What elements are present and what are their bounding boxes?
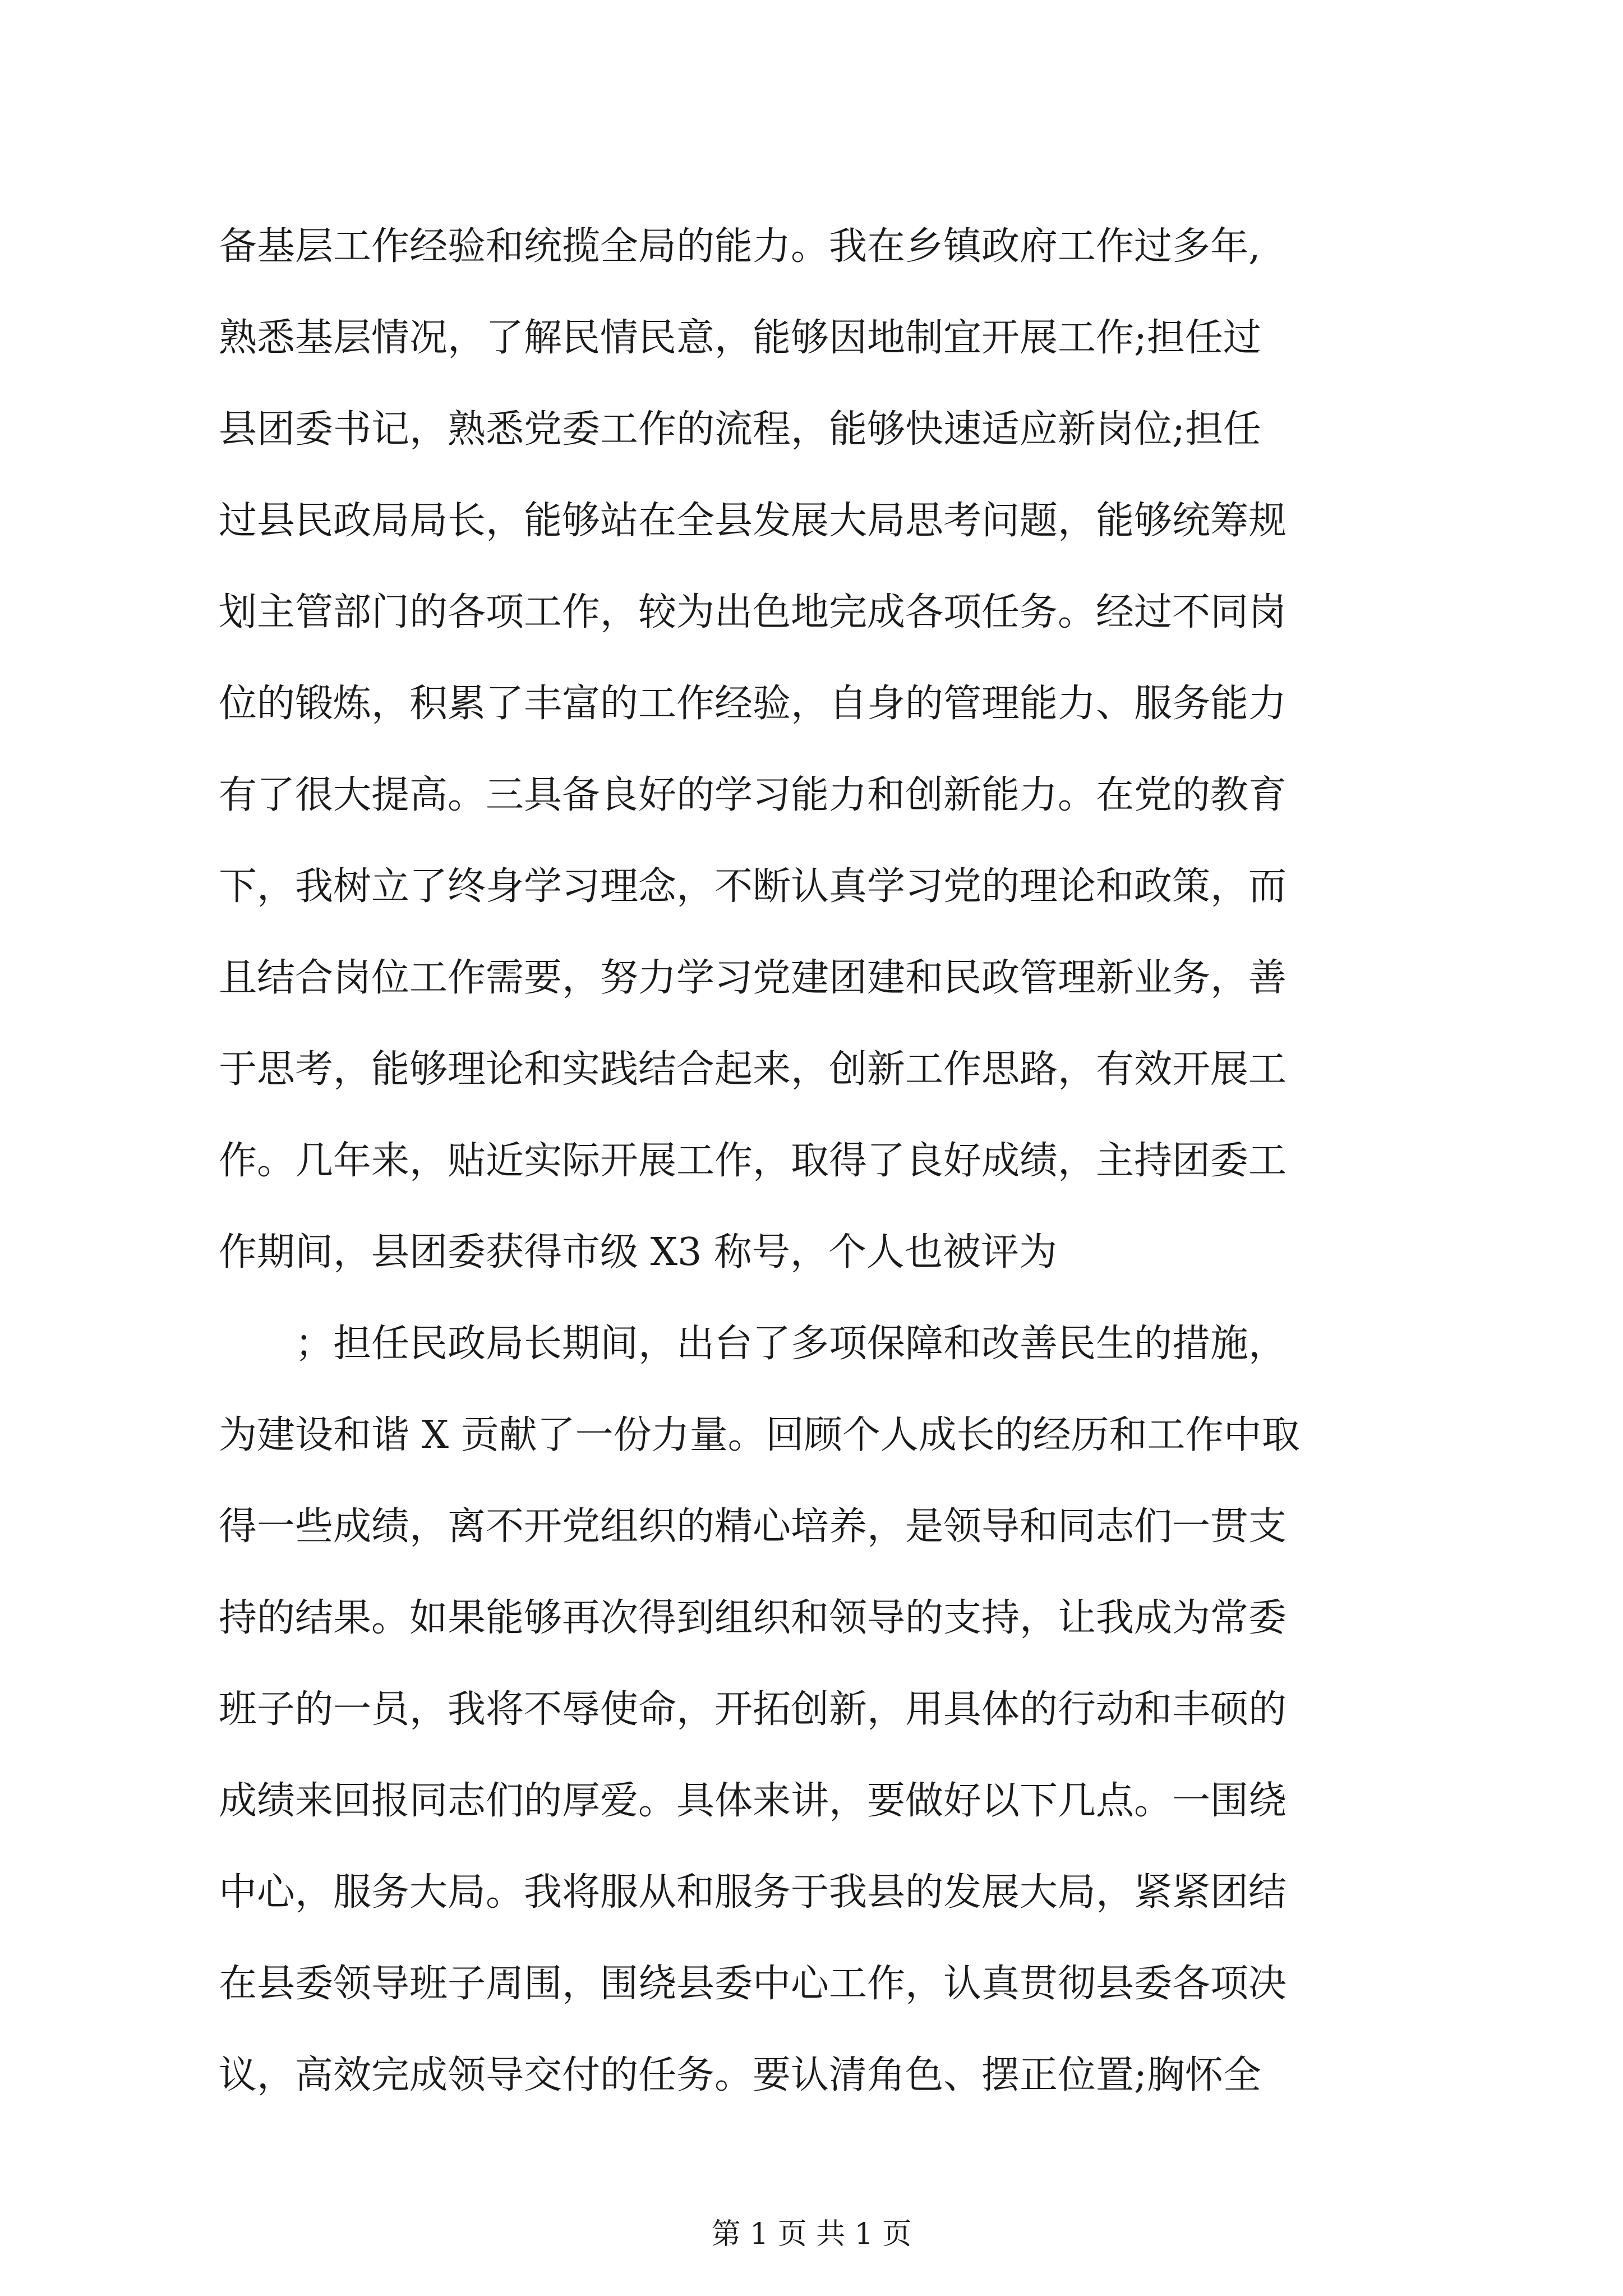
text-line: 议，高效完成领导交付的任务。要认清角色、摆正位置;胸怀全	[219, 2053, 1261, 2097]
text-line: 备基层工作经验和统揽全局的能力。我在乡镇政府工作过多年,	[219, 224, 1261, 269]
text-line: 作期间，县团委获得市级 X3 称号，个人也被评为	[219, 1230, 1057, 1274]
text-line: 为建设和谐 X 贡献了一份力量。回顾个人成长的经历和工作中取	[219, 1413, 1300, 1457]
text-line: 成绩来回报同志们的厚爱。具体来讲，要做好以下几点。一围绕	[219, 1779, 1287, 1823]
text-line: 且结合岗位工作需要，努力学习党建团建和民政管理新业务，善	[219, 956, 1287, 1000]
text-line: 班子的一员，我将不辱使命，开拓创新，用具体的行动和丰硕的	[219, 1687, 1287, 1732]
text-line: 作。几年来，贴近实际开展工作，取得了良好成绩，主持团委工	[219, 1139, 1287, 1183]
text-line: 下，我树立了终身学习理念，不断认真学习党的理论和政策，而	[219, 864, 1287, 909]
text-line: 得一些成绩，离不开党组织的精心培养，是领导和同志们一贯支	[219, 1504, 1287, 1549]
text-line: 位的锻炼，积累了丰富的工作经验，自身的管理能力、服务能力	[219, 682, 1287, 726]
text-line: 持的结果。如果能够再次得到组织和领导的支持，让我成为常委	[219, 1596, 1287, 1640]
text-line: 在县委领导班子周围，围绕县委中心工作，认真贯彻县委各项决	[219, 1962, 1287, 2006]
text-line: 过县民政局局长，能够站在全县发展大局思考问题，能够统筹规	[219, 499, 1287, 543]
text-line: 于思考，能够理论和实践结合起来，创新工作思路，有效开展工	[219, 1047, 1287, 1092]
text-line: 熟悉基层情况，了解民情民意，能够因地制宜开展工作;担任过	[219, 316, 1261, 360]
text-line: 划主管部门的各项工作，较为出色地完成各项任务。经过不同岗	[219, 590, 1287, 634]
text-line: 有了很大提高。三具备良好的学习能力和创新能力。在党的教育	[219, 773, 1287, 817]
page-footer: 第 1 页 共 1 页	[711, 2217, 912, 2251]
text-line: 县团委书记，熟悉党委工作的流程，能够快速适应新岗位;担任	[219, 407, 1261, 452]
text-line: 中心，服务大局。我将服从和服务于我县的发展大局，紧紧团结	[219, 1870, 1287, 1915]
text-line: ；担任民政局长期间，出台了多项保障和改善民生的措施，	[219, 1322, 1287, 1366]
